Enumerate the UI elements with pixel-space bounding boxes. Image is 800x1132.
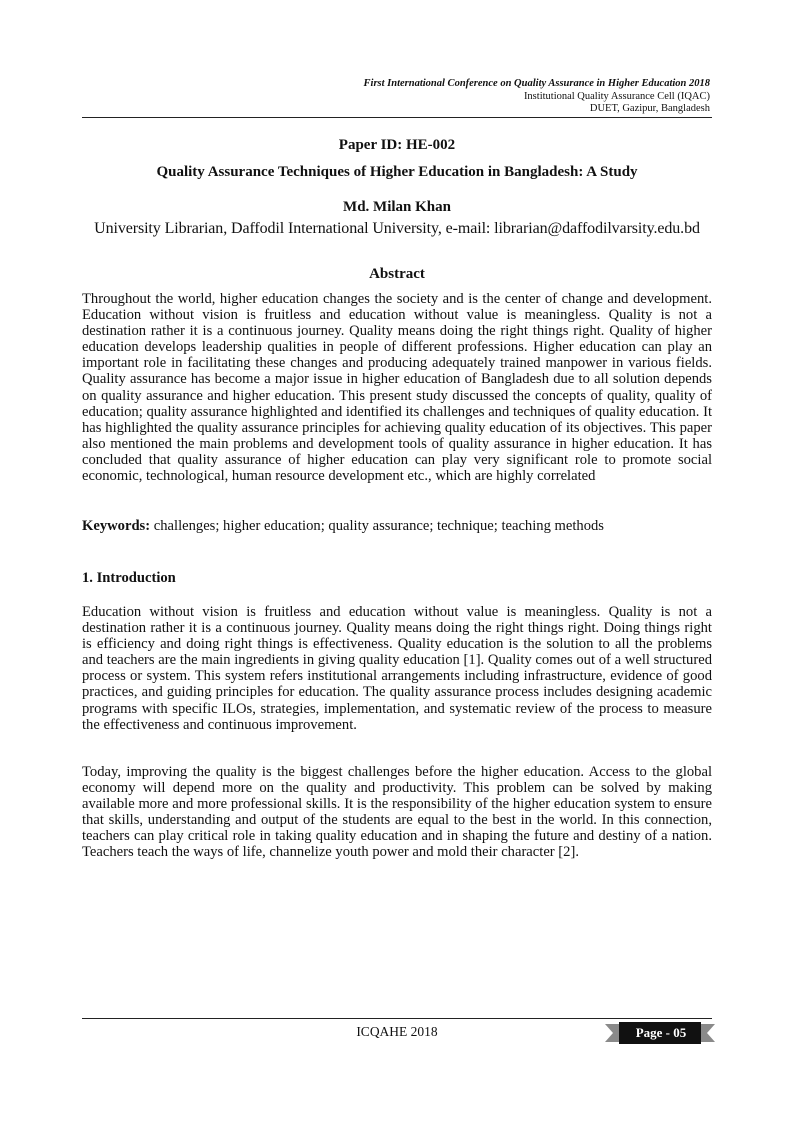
page-number: Page - 05 [635, 1025, 687, 1040]
keywords-text: challenges; higher education; quality assurance; technique; teaching methods [150, 518, 604, 534]
paper-author: Md. Milan Khan [343, 199, 451, 215]
header-divider [82, 117, 712, 118]
footer-conference: ICQAHE 2018 [356, 1024, 438, 1039]
section-heading-introduction: 1. Introduction [82, 570, 176, 586]
abstract-heading: Abstract [369, 266, 425, 282]
page-number-badge [605, 1022, 715, 1044]
introduction-paragraph-2: Today, improving the quality is the biggest challenges before the higher education. Access to the global economy will depend more on the quality and productivity. This problem can be solved by making available more and more professional skills. It is the responsibility of the higher education system to ensure that skills, understanding and output of the students are equal to the best in the world. In this connection, teachers can play critical role in taking quality education and in shaping the future and destiny of a nation. Teachers teach the ways of life, channelize youth power and mold their character [2]. [82, 764, 712, 861]
running-header [364, 78, 710, 116]
author-affiliation: University Librarian, Daffodil International University, e-mail: librarian@daffodilvarsity.edu.bd [94, 220, 700, 237]
keywords [82, 518, 712, 534]
header-conference: First International Conference on Quality Assurance in Higher Education 2018 [363, 78, 710, 89]
paper-id: Paper ID: HE-002 [338, 137, 456, 153]
footer-divider [82, 1018, 712, 1019]
introduction-paragraph-1: Education without vision is fruitless and education without value is meaningless. Quality is not a destination rather it is a continuous journey. Quality means doing the right things right. Doing things right is efficiency and doing right things is effectiveness. Quality education is the solution to all the problems and teachers are the main ingredients in giving quality education [1]. Quality comes out of a well structured process or system. This system refers institutional arrangements including infrastructure, evidence of good practices, and guiding principles for education. The quality assurance process includes designing academic programs with specific ILOs, strategies, implementation, and systematic review of the process to measure the effectiveness and continuous improvement. [82, 604, 712, 733]
header-location: DUET, Gazipur, Bangladesh [589, 103, 710, 114]
abstract-text: Throughout the world, higher education changes the society and is the center of change and development. Education without vision is fruitless and education without value is meaningless. Quality is not a destination rather it is a continuous journey. Quality means doing the right things right. Quality of higher education develops leadership qualities in people of different professions. Higher education can play an important role in facilitating these changes and producing adequately trained manpower in various fields. Quality assurance has become a major issue in higher education of Bangladesh due to all solution depends on quality assurance and higher education. This present study discussed the concepts of quality, quality of education; quality assurance highlighted and identified its challenges and techniques of quality education. It has highlighted the quality assurance principles for achieving quality education of its objectives. This paper also mentioned the main problems and development tools of quality assurance in higher education. It has concluded that quality assurance of higher education can play very significant role to promote social economic, technological, human resource development etc., which are highly correlated [82, 291, 712, 485]
keywords-label: Keywords: [82, 518, 151, 534]
header-cell: Institutional Quality Assurance Cell (IQAC) [523, 90, 710, 102]
paper-title: Quality Assurance Techniques of Higher Education in Bangladesh: A Study [156, 164, 638, 180]
